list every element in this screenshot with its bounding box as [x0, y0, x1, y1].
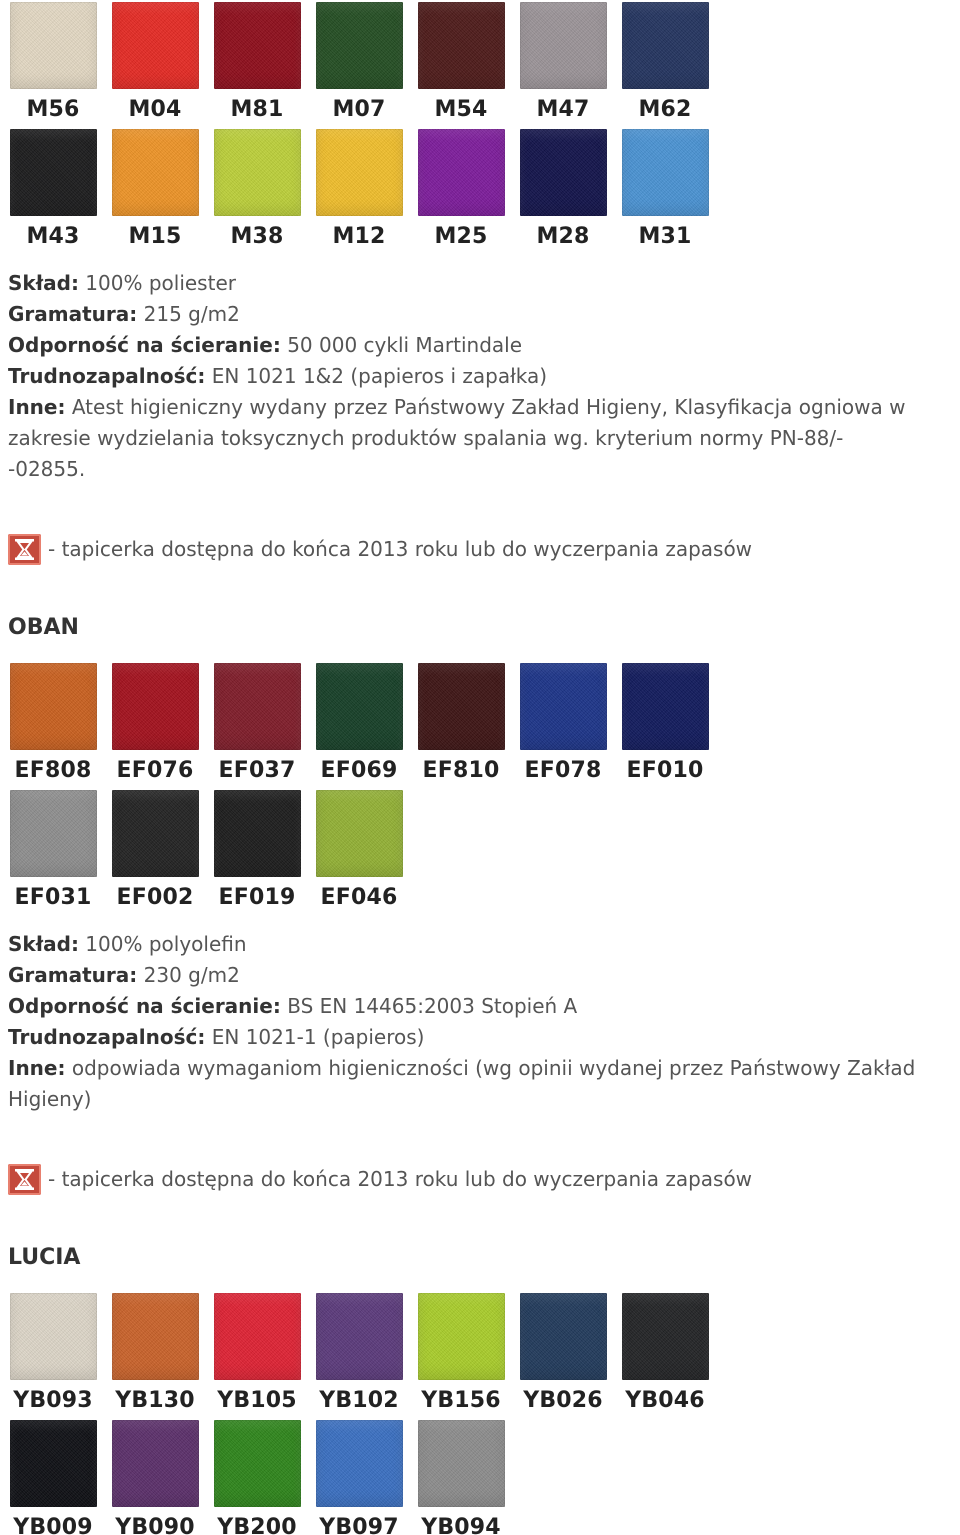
swatch-code: EF076	[116, 758, 194, 783]
swatch-item	[410, 2, 512, 129]
swatch-item	[2, 790, 104, 917]
fabric-swatch	[10, 663, 97, 750]
swatch-code: YB093	[13, 1388, 93, 1413]
swatch-item	[512, 1293, 614, 1420]
fabric-swatch	[10, 1293, 97, 1380]
swatch-code: YB097	[319, 1515, 399, 1535]
swatch-code: EF069	[320, 758, 398, 783]
swatch-code: EF019	[218, 885, 296, 910]
fabric-swatch	[316, 1420, 403, 1507]
swatch-item	[206, 129, 308, 256]
swatch-item	[2, 2, 104, 129]
swatch-code: EF046	[320, 885, 398, 910]
section-title-lucia: LUCIA	[8, 1245, 81, 1270]
swatch-code: EF078	[524, 758, 602, 783]
swatch-grid-oban	[2, 663, 722, 917]
swatch-code: YB026	[523, 1388, 603, 1413]
swatch-item	[410, 663, 512, 790]
swatch-item	[104, 129, 206, 256]
swatch-item	[104, 2, 206, 129]
swatch-code: M31	[638, 224, 692, 249]
swatch-item	[410, 1420, 512, 1535]
swatch-row	[2, 1420, 722, 1535]
swatch-grid-m	[2, 2, 722, 256]
spec-gramatura: Gramatura: 230 g/m2	[8, 963, 240, 987]
swatch-row	[2, 2, 722, 129]
swatch-item	[308, 2, 410, 129]
swatch-code: YB105	[217, 1388, 297, 1413]
spec-inne-continued: -02855.	[8, 457, 86, 481]
swatch-item	[308, 790, 410, 917]
fabric-swatch	[214, 790, 301, 877]
fabric-swatch	[10, 790, 97, 877]
fabric-swatch	[622, 2, 709, 89]
spec-trudnozapalnosc: Trudnozapalność: EN 1021-1 (papieros)	[8, 1025, 425, 1049]
fabric-swatch	[418, 2, 505, 89]
fabric-swatch	[520, 129, 607, 216]
fabric-swatch	[316, 663, 403, 750]
swatch-item	[104, 790, 206, 917]
swatch-item	[614, 129, 716, 256]
swatch-code: YB009	[13, 1515, 93, 1535]
swatch-item	[308, 663, 410, 790]
swatch-code: M62	[638, 97, 692, 122]
swatch-code: YB102	[319, 1388, 399, 1413]
swatch-code: EF810	[422, 758, 500, 783]
spec-trudnozapalnosc: Trudnozapalność: EN 1021 1&2 (papieros i zapałka)	[8, 364, 548, 388]
swatch-item	[614, 2, 716, 129]
spec-inne: Inne: odpowiada wymaganiom higieniczności (wg opinii wydanej przez Państwowy Zakład	[8, 1056, 916, 1080]
swatch-item	[104, 663, 206, 790]
swatch-item	[410, 1293, 512, 1420]
fabric-swatch	[316, 129, 403, 216]
availability-notice	[8, 1161, 752, 1197]
fabric-swatch	[214, 2, 301, 89]
fabric-swatch	[520, 2, 607, 89]
swatch-item	[512, 663, 614, 790]
swatch-item	[308, 1420, 410, 1535]
fabric-swatch	[112, 663, 199, 750]
spec-odpornosc: Odporność na ścieranie: 50 000 cykli Martindale	[8, 333, 523, 357]
fabric-swatch	[214, 663, 301, 750]
swatch-code: M47	[536, 97, 590, 122]
fabric-swatch	[520, 1293, 607, 1380]
swatch-code: M38	[230, 224, 284, 249]
swatch-item	[308, 1293, 410, 1420]
swatch-row	[2, 663, 722, 790]
swatch-item	[206, 663, 308, 790]
spec-gramatura: Gramatura: 215 g/m2	[8, 302, 240, 326]
swatch-code: YB094	[421, 1515, 501, 1535]
swatch-row	[2, 1293, 722, 1420]
swatch-row	[2, 790, 722, 917]
fabric-swatch	[214, 1293, 301, 1380]
spec-odpornosc: Odporność na ścieranie: BS EN 14465:2003 Stopień A	[8, 994, 578, 1018]
section-title-oban: OBAN	[8, 615, 79, 640]
fabric-swatch	[10, 2, 97, 89]
fabric-swatch	[10, 129, 97, 216]
availability-notice	[8, 531, 752, 567]
fabric-swatch	[418, 663, 505, 750]
swatch-item	[104, 1293, 206, 1420]
notice-text: - tapicerka dostępna do końca 2013 roku lub do wyczerpania zapasów	[48, 1167, 753, 1191]
fabric-swatch	[316, 1293, 403, 1380]
fabric-swatch	[520, 663, 607, 750]
swatch-code: M81	[230, 97, 284, 122]
swatch-code: YB090	[115, 1515, 195, 1535]
swatch-code: YB046	[625, 1388, 705, 1413]
swatch-grid-lucia	[2, 1293, 722, 1535]
swatch-item	[2, 1293, 104, 1420]
fabric-swatch	[622, 1293, 709, 1380]
notice-text: - tapicerka dostępna do końca 2013 roku lub do wyczerpania zapasów	[48, 537, 753, 561]
hourglass-icon	[8, 534, 41, 565]
swatch-item	[206, 2, 308, 129]
fabric-swatch	[316, 790, 403, 877]
swatch-code: M56	[26, 97, 80, 122]
swatch-item	[2, 663, 104, 790]
swatch-code: YB200	[217, 1515, 297, 1535]
fabric-swatch	[112, 1293, 199, 1380]
fabric-swatch	[112, 129, 199, 216]
spec-block-oban	[8, 929, 958, 1115]
spec-sklad: Skład: 100% polyolefin	[8, 932, 247, 956]
fabric-swatch	[112, 1420, 199, 1507]
swatch-code: YB156	[421, 1388, 501, 1413]
swatch-item	[512, 129, 614, 256]
swatch-code: EF031	[14, 885, 92, 910]
fabric-swatch	[112, 2, 199, 89]
fabric-swatch	[214, 1420, 301, 1507]
fabric-swatch	[10, 1420, 97, 1507]
swatch-code: M07	[332, 97, 386, 122]
fabric-swatch	[622, 129, 709, 216]
fabric-swatch	[112, 790, 199, 877]
swatch-code: EF010	[626, 758, 704, 783]
swatch-item	[410, 129, 512, 256]
spec-inne-continued: Higieny)	[8, 1087, 92, 1111]
fabric-swatch	[418, 1420, 505, 1507]
swatch-code: EF002	[116, 885, 194, 910]
spec-block-m	[8, 268, 958, 485]
swatch-item	[206, 790, 308, 917]
fabric-swatch	[622, 663, 709, 750]
swatch-row	[2, 129, 722, 256]
swatch-code: YB130	[115, 1388, 195, 1413]
swatch-code: M43	[26, 224, 80, 249]
fabric-swatch	[418, 129, 505, 216]
swatch-code: EF808	[14, 758, 92, 783]
swatch-item	[104, 1420, 206, 1535]
swatch-item	[206, 1420, 308, 1535]
swatch-item	[2, 129, 104, 256]
hourglass-icon	[8, 1164, 41, 1195]
swatch-item	[614, 1293, 716, 1420]
fabric-swatch	[316, 2, 403, 89]
swatch-code: M12	[332, 224, 386, 249]
swatch-code: M54	[434, 97, 488, 122]
swatch-code: M25	[434, 224, 488, 249]
swatch-code: M04	[128, 97, 182, 122]
swatch-item	[614, 663, 716, 790]
swatch-item	[2, 1420, 104, 1535]
fabric-swatch	[418, 1293, 505, 1380]
swatch-code: EF037	[218, 758, 296, 783]
swatch-item	[206, 1293, 308, 1420]
swatch-code: M28	[536, 224, 590, 249]
spec-inne: Inne: Atest higieniczny wydany przez Państwowy Zakład Higieny, Klasyfikacja ogniowa w zakresie wydzielania toksycznych produktów spalania wg. kryterium normy PN-88/-	[8, 395, 906, 450]
fabric-swatch	[214, 129, 301, 216]
spec-sklad: Skład: 100% poliester	[8, 271, 236, 295]
swatch-code: M15	[128, 224, 182, 249]
swatch-item	[308, 129, 410, 256]
swatch-item	[512, 2, 614, 129]
